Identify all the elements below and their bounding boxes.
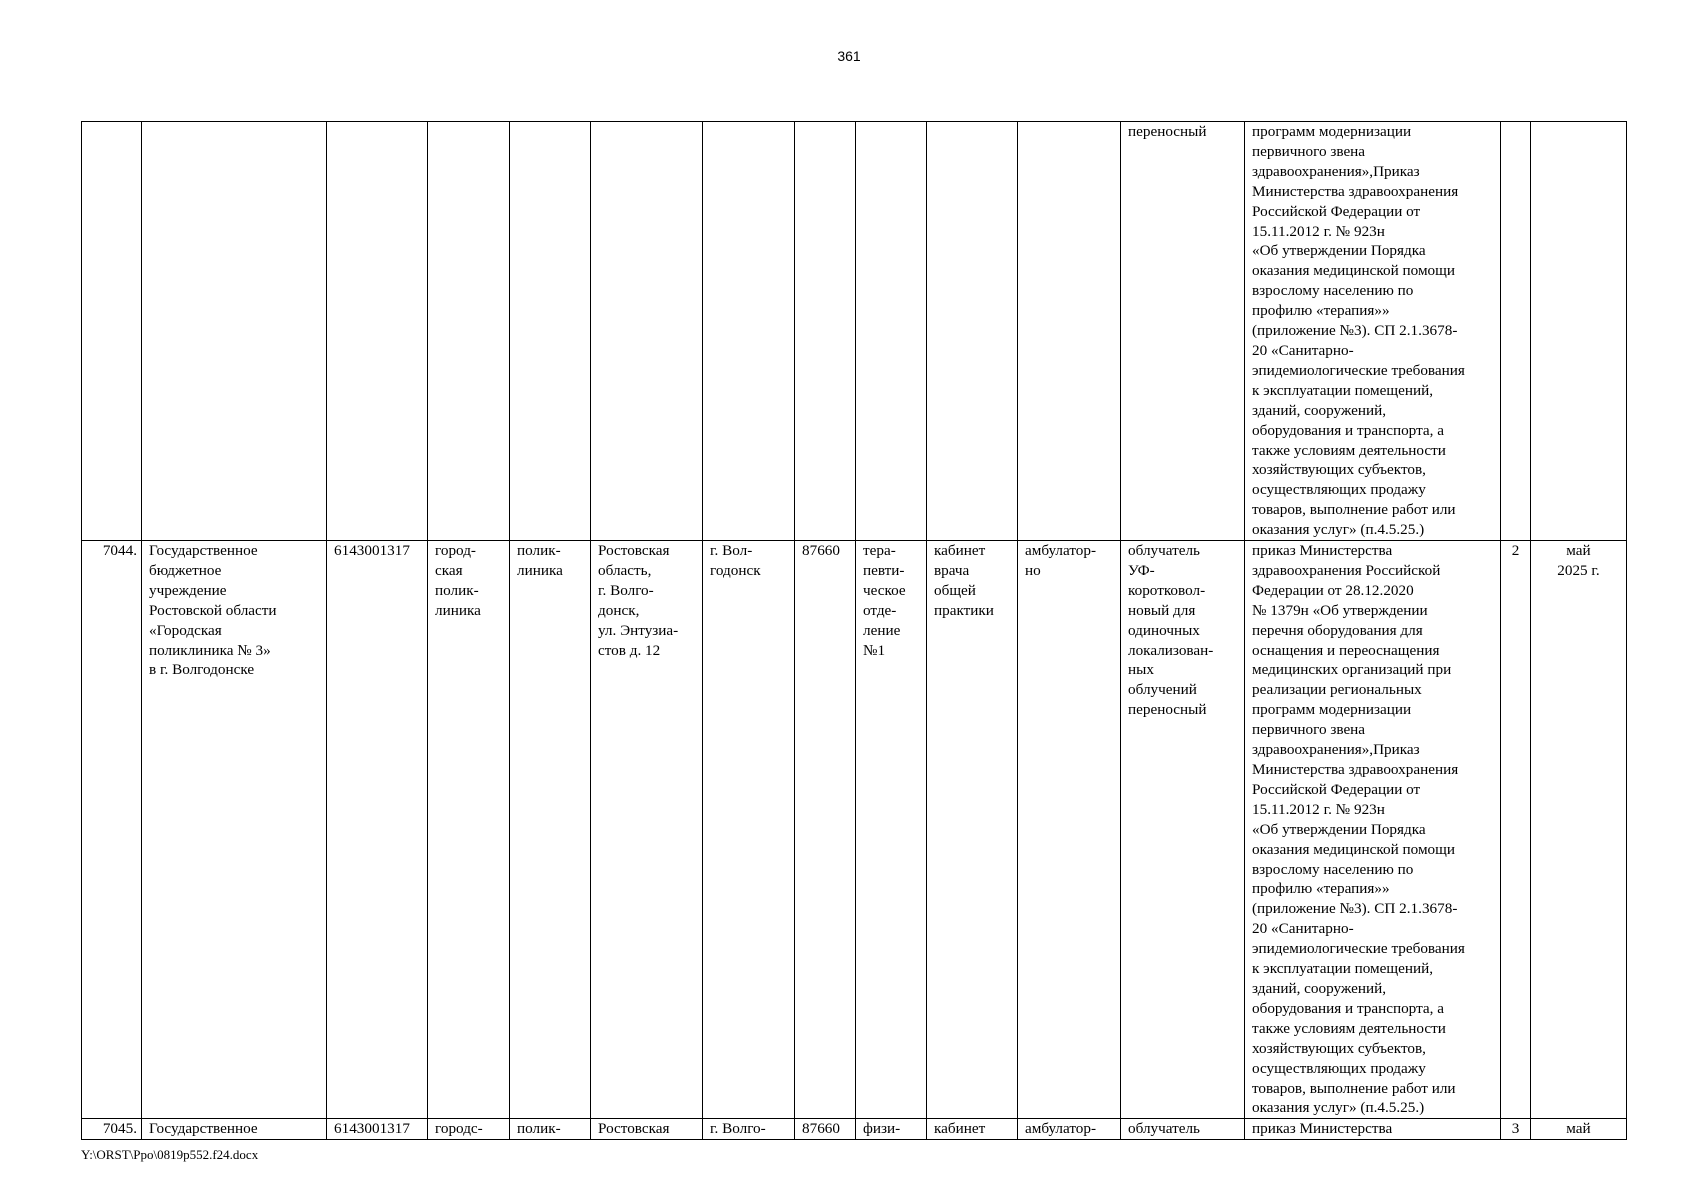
table-row [82, 1119, 1627, 1140]
device-cell: облучатель [1121, 1119, 1245, 1140]
facility-subtype-cell: полик- [510, 1119, 591, 1140]
legal-basis-cell: приказ Министерства здравоохранения Российской Федерации от 28.12.2020 № 1379н «Об утверждении перечня оборудования для оснащения и переоснащения медицинских организаций при реализации региональных программ модернизации первичного звена здравоохранения»,Приказ Министерства здравоохранения Российской Федерации от 15.11.2012 г. № 923н «Об утверждении Порядка оказания медицинской помощи взрослому населению по профилю «терапия»» (приложение №3). СП 2.1.3678- 20 «Санитарно- эпидемиологические требования к эксплуатации помещений, зданий, сооружений, оборудования и транспорта, а также условиям деятельности хозяйствующих субъектов, осуществляющих продажу товаров, выполнение работ или оказания услуг» (п.4.5.25.) [1245, 541, 1501, 1119]
quantity-cell: 2 [1501, 541, 1531, 1119]
okato-cell: 87660 [795, 541, 856, 1119]
facility-subtype-cell: полик- линика [510, 541, 591, 1119]
date-cell: май [1531, 1119, 1627, 1140]
organization-cell: Государственное бюджетное учреждение Ростовской области «Городская поликлиника № 3» в г. Волгодонске [142, 541, 327, 1119]
row-number-cell: 7044. [82, 541, 142, 1119]
quantity-cell [1501, 122, 1531, 541]
okato-cell [795, 122, 856, 541]
organization-cell: Государственное [142, 1119, 327, 1140]
legal-basis-cell: программ модернизации первичного звена здравоохранения»,Приказ Министерства здравоохранения Российской Федерации от 15.11.2012 г. № 923н «Об утверждении Порядка оказания медицинской помощи взрослому населению по профилю «терапия»» (приложение №3). СП 2.1.3678- 20 «Санитарно- эпидемиологические требования к эксплуатации помещений, зданий, сооружений, оборудования и транспорта, а также условиям деятельности хозяйствующих субъектов, осуществляющих продажу товаров, выполнение работ или оказания услуг» (п.4.5.25.) [1245, 122, 1501, 541]
room-cell: кабинет [927, 1119, 1018, 1140]
room-cell [927, 122, 1018, 541]
device-cell: облучатель УФ- коротковол- новый для одиночных локализован- ных облучений переносный [1121, 541, 1245, 1119]
legal-basis-cell: приказ Министерства [1245, 1119, 1501, 1140]
row-number-cell [82, 122, 142, 541]
equipment-registry-table [81, 121, 1627, 1140]
row-number-cell: 7045. [82, 1119, 142, 1140]
device-cell: переносный [1121, 122, 1245, 541]
city-cell: г. Вол- годонск [703, 541, 795, 1119]
city-cell: г. Волго- [703, 1119, 795, 1140]
inn-cell: 6143001317 [327, 541, 428, 1119]
facility-type-cell [428, 122, 510, 541]
table-row [82, 541, 1627, 1119]
care-mode-cell [1018, 122, 1121, 541]
quantity-cell: 3 [1501, 1119, 1531, 1140]
room-cell: кабинет врача общей практики [927, 541, 1018, 1119]
department-cell: физи- [856, 1119, 927, 1140]
organization-cell [142, 122, 327, 541]
department-cell [856, 122, 927, 541]
table-row [82, 122, 1627, 541]
document-file-path: Y:\ORST\Ppo\0819p552.f24.docx [81, 1147, 259, 1162]
facility-subtype-cell [510, 122, 591, 541]
care-mode-cell: амбулатор- но [1018, 541, 1121, 1119]
address-cell: Ростовская [591, 1119, 703, 1140]
address-cell [591, 122, 703, 541]
department-cell: тера- певти- ческое отде- ление №1 [856, 541, 927, 1119]
inn-cell [327, 122, 428, 541]
page-number: 361 [837, 48, 861, 64]
okato-cell: 87660 [795, 1119, 856, 1140]
facility-type-cell: городс- [428, 1119, 510, 1140]
facility-type-cell: город- ская полик- линика [428, 541, 510, 1119]
inn-cell: 6143001317 [327, 1119, 428, 1140]
address-cell: Ростовская область, г. Волго- донск, ул. Энтузиа- стов д. 12 [591, 541, 703, 1119]
care-mode-cell: амбулатор- [1018, 1119, 1121, 1140]
city-cell [703, 122, 795, 541]
date-cell: май 2025 г. [1531, 541, 1627, 1119]
date-cell [1531, 122, 1627, 541]
